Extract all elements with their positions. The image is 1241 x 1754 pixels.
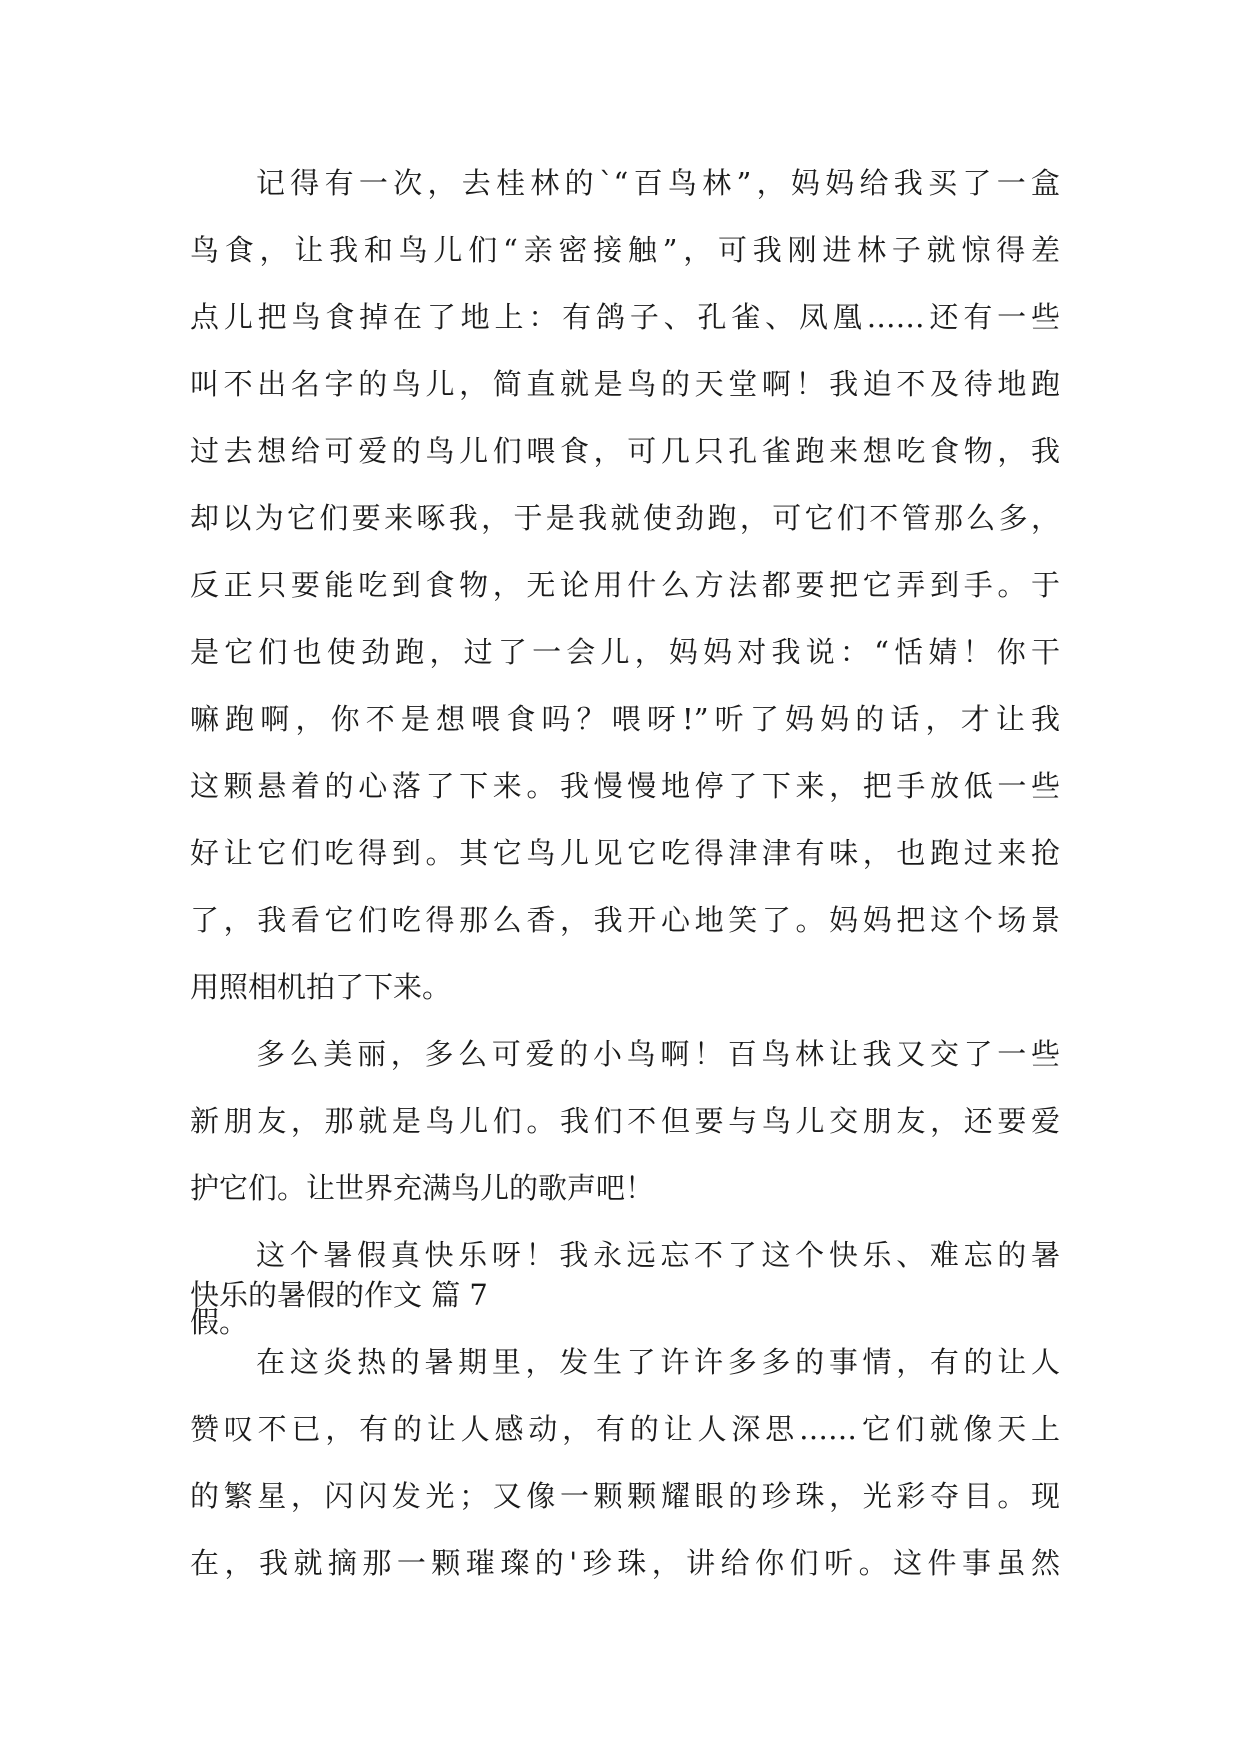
paragraph-line: 好让它们吃得到。其它鸟儿见它吃得津津有味，也跑过来抢 xyxy=(190,836,1060,870)
paragraph xyxy=(190,150,1060,1021)
paragraph-line: 这颗悬着的心落了下来。我慢慢地停了下来，把手放低一些 xyxy=(190,769,1060,803)
paragraph-line: 却以为它们要来啄我，于是我就使劲跑，可它们不管那么多， xyxy=(190,501,1060,535)
section-title: 快乐的暑假的作文 篇 7 xyxy=(190,1278,488,1312)
paragraph xyxy=(190,1021,1060,1222)
paragraph-line: 是它们也使劲跑，过了一会儿，妈妈对我说：“恬婧！你干 xyxy=(190,635,1060,669)
paragraph-line: 新朋友，那就是鸟儿们。我们不但要与鸟儿交朋友，还要爱 xyxy=(190,1104,1060,1138)
paragraph-line: 在，我就摘那一颗璀璨的'珍珠，讲给你们听。这件事虽然 xyxy=(190,1546,1060,1580)
paragraph-line: 鸟食，让我和鸟儿们“亲密接触”，可我刚进林子就惊得差 xyxy=(190,233,1060,267)
paragraph-line: 叫不出名字的鸟儿，简直就是鸟的天堂啊！我迫不及待地跑 xyxy=(190,367,1060,401)
paragraph xyxy=(190,1329,1060,1597)
paragraph-line: 多么美丽，多么可爱的小鸟啊！百鸟林让我又交了一些 xyxy=(256,1037,1060,1071)
paragraph-line: 护它们。让世界充满鸟儿的歌声吧！ xyxy=(190,1171,655,1205)
paragraph-line: 假。 xyxy=(190,1305,249,1339)
paragraph-line: 用照相机拍了下来。 xyxy=(190,970,452,1004)
paragraph-line: 记得有一次，去桂林的`“百鸟林”，妈妈给我买了一盒 xyxy=(256,166,1060,200)
paragraph-line: 了，我看它们吃得那么香，我开心地笑了。妈妈把这个场景 xyxy=(190,903,1060,937)
paragraph-line: 赞叹不已，有的让人感动，有的让人深思……它们就像天上 xyxy=(190,1412,1060,1446)
paragraph-line: 在这炎热的暑期里，发生了许许多多的事情，有的让人 xyxy=(256,1345,1060,1379)
paragraph-line: 这个暑假真快乐呀！我永远忘不了这个快乐、难忘的暑 xyxy=(256,1238,1060,1272)
article-body xyxy=(190,150,1060,1356)
paragraph-line: 的繁星，闪闪发光；又像一颗颗耀眼的珍珠，光彩夺目。现 xyxy=(190,1479,1060,1513)
paragraph-line: 嘛跑啊，你不是想喂食吗？喂呀!”听了妈妈的话，才让我 xyxy=(190,702,1060,736)
paragraph-line: 过去想给可爱的鸟儿们喂食，可几只孔雀跑来想吃食物，我 xyxy=(190,434,1060,468)
section xyxy=(190,1262,1060,1597)
paragraph-line: 反正只要能吃到食物，无论用什么方法都要把它弄到手。于 xyxy=(190,568,1060,602)
paragraph-line: 点儿把鸟食掉在了地上：有鸽子、孔雀、凤凰……还有一些 xyxy=(190,300,1060,334)
